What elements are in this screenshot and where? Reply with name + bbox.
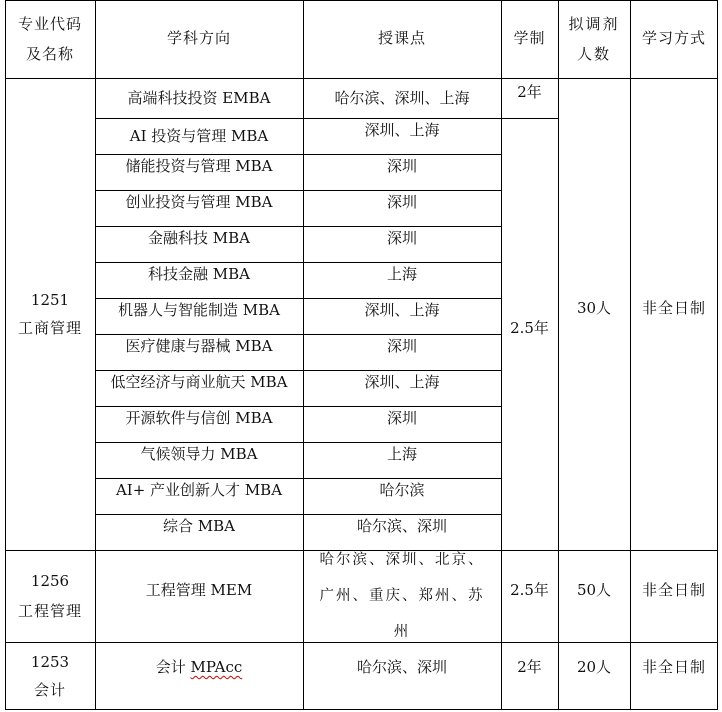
header-quota: 拟调剂 人数 (568, 15, 620, 63)
table-row-location: 上海 (386, 445, 417, 463)
group-1253-quota: 20人 (576, 658, 612, 676)
table-row-direction: 创业投资与管理 MBA (125, 193, 273, 211)
spellcheck-underline-text: MPAcc (190, 658, 243, 676)
header-study-mode: 学习方式 (641, 29, 706, 47)
table-row-location: 哈尔滨 (379, 481, 425, 499)
table-row-direction: 气候领导力 MBA (140, 445, 258, 463)
table-row-location: 深圳 (386, 409, 417, 427)
header-location: 授课点 (377, 29, 426, 47)
table-row-direction: 医疗健康与器械 MBA (125, 337, 273, 355)
group-1253-code-name: 1253 会计 (30, 653, 70, 699)
table-row-location: 深圳 (386, 337, 417, 355)
table-row-direction: 开源软件与信创 MBA (125, 409, 273, 427)
group-1253-study-mode: 非全日制 (641, 658, 706, 676)
table-row-direction: 科技金融 MBA (148, 265, 250, 283)
header-direction: 学科方向 (166, 29, 231, 47)
table-row-location: 上海 (386, 265, 417, 283)
group-1256-code-name: 1256 工程管理 (17, 572, 82, 620)
group-1256-direction: 工程管理 MEM (145, 581, 253, 599)
table-row-location: 哈尔滨、深圳 (356, 517, 447, 535)
group-1256-study-mode: 非全日制 (641, 581, 706, 599)
table-row-direction: AI 投资与管理 MBA (129, 127, 269, 145)
group-1256-quota: 50人 (576, 581, 612, 599)
header-code-name: 专业代码 及名称 (17, 15, 82, 63)
group-1256-duration: 2.5年 (510, 581, 549, 599)
table-row-direction: 低空经济与商业航天 MBA (110, 373, 288, 391)
group-1251-study-mode: 非全日制 (641, 299, 706, 317)
group-1251-shared-duration: 2.5年 (510, 319, 549, 337)
group-1251-quota: 30人 (576, 299, 612, 317)
table-row-location: 深圳 (386, 193, 417, 211)
table-row-duration: 2年 (517, 83, 542, 101)
table-row-direction: 综合 MBA (163, 517, 235, 535)
table-row-location: 哈尔滨、深圳、上海 (334, 89, 470, 107)
admissions-table (5, 0, 718, 710)
group-1256-location: 哈尔滨、深圳、北京、广州、重庆、郑州、苏州 (319, 552, 485, 640)
table-row-direction: 储能投资与管理 MBA (125, 157, 273, 175)
header-duration: 学制 (513, 29, 546, 47)
table-row-location: 深圳 (386, 229, 417, 247)
table-row-direction: AI+ 产业创新人才 MBA (115, 481, 283, 499)
group-1253-direction: 会计 MPAcc (95, 642, 303, 692)
table-row-direction: 金融科技 MBA (148, 229, 250, 247)
table-row-direction: 高端科技投资 EMBA (127, 89, 271, 107)
group-1253-location: 哈尔滨、深圳 (356, 658, 447, 676)
table-row-direction: 机器人与智能制造 MBA (118, 301, 280, 319)
group-1253-duration: 2年 (517, 658, 542, 676)
table-row-location: 深圳、上海 (364, 121, 440, 139)
group-1251-code-name: 1251 工商管理 (17, 291, 82, 337)
table-row-location: 深圳、上海 (364, 373, 440, 391)
table-row-location: 深圳、上海 (364, 301, 440, 319)
table-row-location: 深圳 (386, 157, 417, 175)
